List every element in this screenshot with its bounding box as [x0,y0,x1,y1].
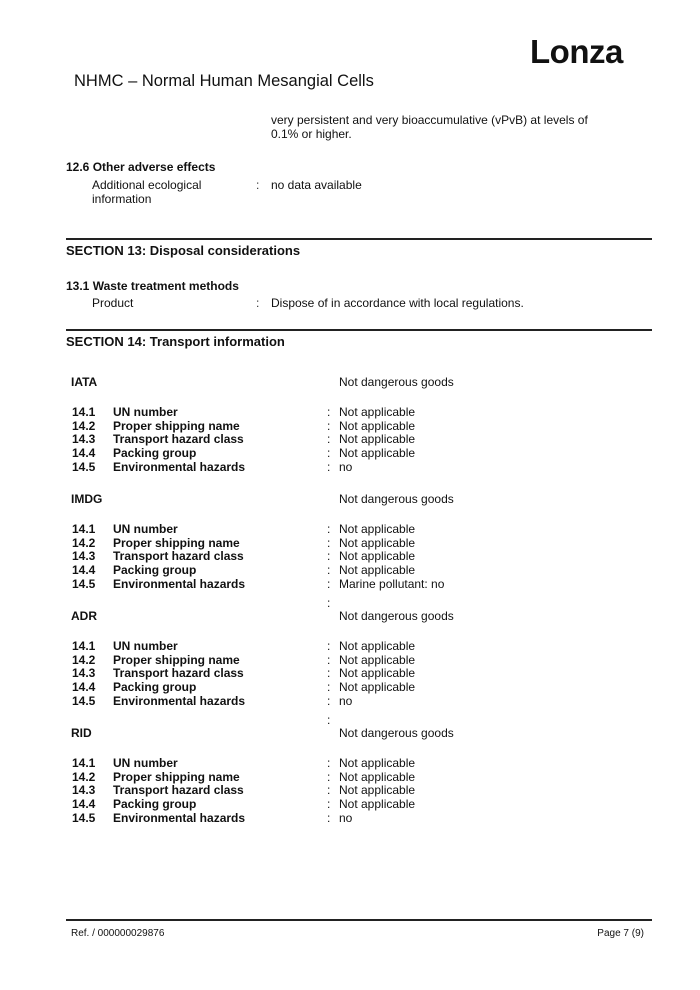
transport-mode-status: Not dangerous goods [339,609,454,623]
row-value: Not applicable [339,756,416,770]
footer-divider [66,919,652,921]
row-number: 14.5 [72,577,96,591]
field-label-line-2: information [92,192,152,206]
row-colon: : [327,405,331,419]
row-value: Not applicable [339,797,416,811]
row-number: 14.2 [72,419,96,433]
row-number: 14.5 [72,811,96,825]
row-label: Proper shipping name [113,419,240,433]
field-colon: : [256,178,260,192]
row-value: Not applicable [339,563,416,577]
section-heading-14: SECTION 14: Transport information [66,334,285,349]
row-colon: : [327,680,331,694]
stray-colon: : [327,596,331,610]
row-value: no [339,694,353,708]
section-divider [66,329,652,331]
row-number: 14.2 [72,770,96,784]
row-colon: : [327,653,331,667]
row-colon: : [327,639,331,653]
row-number: 14.1 [72,405,96,419]
field-value: Dispose of in accordance with local regulations. [271,296,524,310]
row-value: Not applicable [339,419,416,433]
field-colon: : [256,296,260,310]
row-label: Transport hazard class [113,783,244,797]
row-colon: : [327,419,331,433]
row-colon: : [327,522,331,536]
row-label: UN number [113,522,178,536]
transport-mode-status: Not dangerous goods [339,726,454,740]
row-colon: : [327,563,331,577]
row-number: 14.5 [72,694,96,708]
subsection-heading-12-6: 12.6 Other adverse effects [66,160,216,174]
transport-mode-name: ADR [71,609,97,623]
row-label: Transport hazard class [113,549,244,563]
row-colon: : [327,797,331,811]
row-number: 14.4 [72,797,96,811]
row-colon: : [327,432,331,446]
row-number: 14.3 [72,432,96,446]
row-colon: : [327,783,331,797]
row-label: Environmental hazards [113,694,246,708]
stray-colon: : [327,713,331,727]
row-number: 14.4 [72,563,96,577]
field-value: no data available [271,178,362,192]
row-value: Not applicable [339,680,416,694]
row-colon: : [327,549,331,563]
row-label: Transport hazard class [113,666,244,680]
row-label: Packing group [113,446,197,460]
continuation-line-2: 0.1% or higher. [271,127,352,141]
row-colon: : [327,770,331,784]
row-number: 14.3 [72,666,96,680]
row-label: Environmental hazards [113,460,246,474]
row-colon: : [327,811,331,825]
transport-mode-name: IMDG [71,492,103,506]
row-number: 14.4 [72,680,96,694]
row-value: Not applicable [339,666,416,680]
field-label-line-1: Additional ecological [92,178,202,192]
transport-mode-status: Not dangerous goods [339,492,454,506]
row-label: Transport hazard class [113,432,244,446]
continuation-line-1: very persistent and very bioaccumulative (vPvB) at levels of [271,113,588,127]
row-value: Not applicable [339,549,416,563]
row-value: Not applicable [339,536,416,550]
row-colon: : [327,536,331,550]
section-heading-13: SECTION 13: Disposal considerations [66,243,301,258]
row-value: Not applicable [339,639,416,653]
page-number: Page 7 (9) [597,928,644,939]
row-number: 14.3 [72,549,96,563]
row-label: UN number [113,405,178,419]
row-label: Packing group [113,680,197,694]
row-value: no [339,811,353,825]
row-number: 14.4 [72,446,96,460]
row-number: 14.2 [72,536,96,550]
row-label: UN number [113,639,178,653]
row-colon: : [327,577,331,591]
transport-mode-status: Not dangerous goods [339,375,454,389]
row-label: Environmental hazards [113,811,246,825]
row-number: 14.1 [72,522,96,536]
row-value: Not applicable [339,770,416,784]
row-value: Not applicable [339,432,416,446]
row-number: 14.1 [72,639,96,653]
row-label: UN number [113,756,178,770]
row-value: Not applicable [339,653,416,667]
transport-mode-name: RID [71,726,92,740]
row-colon: : [327,756,331,770]
row-label: Packing group [113,797,197,811]
document-title: NHMC – Normal Human Mesangial Cells [74,72,374,90]
row-value: Not applicable [339,522,416,536]
row-colon: : [327,460,331,474]
row-number: 14.2 [72,653,96,667]
row-number: 14.3 [72,783,96,797]
row-colon: : [327,446,331,460]
row-label: Proper shipping name [113,770,240,784]
row-label: Packing group [113,563,197,577]
row-value: Not applicable [339,405,416,419]
row-label: Proper shipping name [113,653,240,667]
row-label: Proper shipping name [113,536,240,550]
row-value: no [339,460,353,474]
field-label: Product [92,296,134,310]
row-number: 14.1 [72,756,96,770]
row-value: Not applicable [339,783,416,797]
company-logo: Lonza [530,33,623,70]
row-value: Not applicable [339,446,416,460]
reference-number: Ref. / 000000029876 [71,928,165,939]
row-colon: : [327,666,331,680]
row-colon: : [327,694,331,708]
section-divider [66,238,652,240]
row-value: Marine pollutant: no [339,577,445,591]
subsection-heading-13-1: 13.1 Waste treatment methods [66,279,239,293]
row-number: 14.5 [72,460,96,474]
transport-mode-name: IATA [71,375,98,389]
row-label: Environmental hazards [113,577,246,591]
